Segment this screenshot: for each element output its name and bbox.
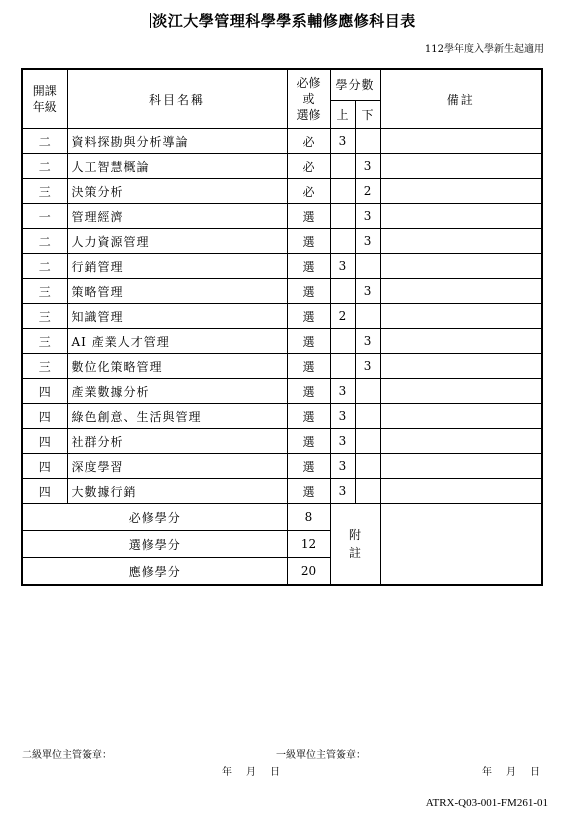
credits-upper — [330, 354, 355, 379]
course-type: 選 — [287, 404, 330, 429]
table-row — [22, 379, 542, 404]
course-remarks — [380, 179, 542, 204]
course-remarks — [380, 479, 542, 504]
course-remarks — [380, 229, 542, 254]
credits-lower — [355, 429, 380, 454]
credits-upper: 3 — [330, 404, 355, 429]
course-year: 四 — [22, 454, 67, 479]
course-name: 綠色創意、生活與管理 — [67, 404, 287, 429]
signature-secondary-unit: 二級單位主管簽章： — [22, 750, 112, 761]
course-type: 選 — [287, 354, 330, 379]
course-name: 大數據行銷 — [67, 479, 287, 504]
course-remarks — [380, 254, 542, 279]
credits-upper — [330, 279, 355, 304]
credits-lower: 2 — [355, 179, 380, 204]
course-name: 行銷管理 — [67, 254, 287, 279]
course-type: 選 — [287, 279, 330, 304]
course-year: 二 — [22, 154, 67, 179]
course-remarks — [380, 404, 542, 429]
credits-lower — [355, 304, 380, 329]
course-type: 選 — [287, 479, 330, 504]
course-type: 必 — [287, 129, 330, 154]
course-type: 選 — [287, 204, 330, 229]
signature-primary-unit: 一級單位主管簽章： — [276, 750, 366, 761]
applicable-year-note: 112學年度入學新生起適用 — [424, 44, 544, 55]
header-remarks: 備註 — [380, 69, 542, 129]
course-name: 深度學習 — [67, 454, 287, 479]
summary-required-value: 8 — [287, 504, 330, 531]
course-year: 四 — [22, 479, 67, 504]
credits-lower — [355, 479, 380, 504]
summary-required-row — [22, 504, 542, 531]
course-type: 選 — [287, 254, 330, 279]
course-remarks — [380, 429, 542, 454]
summary-total-label: 應修學分 — [22, 558, 287, 586]
course-year: 三 — [22, 179, 67, 204]
credits-lower: 3 — [355, 154, 380, 179]
credits-lower: 3 — [355, 279, 380, 304]
date-right: 年 月 日 — [482, 767, 542, 778]
credits-lower — [355, 454, 380, 479]
credits-upper: 3 — [330, 479, 355, 504]
course-remarks — [380, 279, 542, 304]
course-year: 二 — [22, 254, 67, 279]
table-row — [22, 254, 542, 279]
course-remarks — [380, 379, 542, 404]
table-row — [22, 454, 542, 479]
credits-lower: 3 — [355, 354, 380, 379]
course-type: 選 — [287, 379, 330, 404]
credits-upper — [330, 179, 355, 204]
course-remarks — [380, 304, 542, 329]
course-name: 人力資源管理 — [67, 229, 287, 254]
summary-elective-value: 12 — [287, 531, 330, 558]
course-type: 選 — [287, 304, 330, 329]
course-name: 人工智慧概論 — [67, 154, 287, 179]
table-row — [22, 229, 542, 254]
course-name: 產業數據分析 — [67, 379, 287, 404]
course-remarks — [380, 454, 542, 479]
credits-upper — [330, 329, 355, 354]
table-row — [22, 204, 542, 229]
course-name: 策略管理 — [67, 279, 287, 304]
table-row — [22, 329, 542, 354]
course-year: 二 — [22, 129, 67, 154]
table-row — [22, 429, 542, 454]
credits-upper: 3 — [330, 454, 355, 479]
course-remarks — [380, 154, 542, 179]
credits-upper: 3 — [330, 254, 355, 279]
credits-upper: 3 — [330, 129, 355, 154]
date-left: 年 月 日 — [222, 767, 282, 778]
header-upper: 上 — [330, 100, 355, 128]
summary-total-value: 20 — [287, 558, 330, 586]
table-header-row — [22, 69, 542, 100]
credits-upper — [330, 229, 355, 254]
credits-upper: 3 — [330, 429, 355, 454]
course-name: AI 產業人才管理 — [67, 329, 287, 354]
course-year: 一 — [22, 204, 67, 229]
table-row — [22, 354, 542, 379]
header-lower: 下 — [355, 100, 380, 128]
course-name: 數位化策略管理 — [67, 354, 287, 379]
course-type: 必 — [287, 179, 330, 204]
document-title — [0, 10, 566, 31]
header-credits: 學分數 — [330, 69, 380, 100]
course-remarks — [380, 204, 542, 229]
credits-lower: 3 — [355, 329, 380, 354]
course-name: 知識管理 — [67, 304, 287, 329]
table-row — [22, 129, 542, 154]
table-row — [22, 179, 542, 204]
course-type: 選 — [287, 454, 330, 479]
course-year: 四 — [22, 379, 67, 404]
document-title-text: 淡江大學管理科學學系輔修應修科目表 — [152, 12, 416, 30]
curriculum-table-body — [22, 69, 542, 585]
curriculum-table — [21, 68, 543, 586]
note-label: 附 註 — [330, 504, 380, 586]
credits-upper: 3 — [330, 379, 355, 404]
course-year: 二 — [22, 229, 67, 254]
course-name: 社群分析 — [67, 429, 287, 454]
credits-upper — [330, 154, 355, 179]
header-year: 開課 年級 — [22, 69, 67, 129]
course-name: 決策分析 — [67, 179, 287, 204]
table-row — [22, 154, 542, 179]
form-code: ATRX-Q03-001-FM261-01 — [425, 797, 548, 809]
course-year: 三 — [22, 304, 67, 329]
credits-lower: 3 — [355, 204, 380, 229]
course-remarks — [380, 329, 542, 354]
table-row — [22, 279, 542, 304]
summary-required-label: 必修學分 — [22, 504, 287, 531]
credits-lower — [355, 254, 380, 279]
summary-elective-label: 選修學分 — [22, 531, 287, 558]
table-row — [22, 479, 542, 504]
credits-upper: 2 — [330, 304, 355, 329]
course-year: 四 — [22, 404, 67, 429]
course-year: 三 — [22, 329, 67, 354]
course-year: 三 — [22, 354, 67, 379]
course-year: 三 — [22, 279, 67, 304]
course-name: 管理經濟 — [67, 204, 287, 229]
course-type: 選 — [287, 329, 330, 354]
course-type: 必 — [287, 154, 330, 179]
table-row — [22, 304, 542, 329]
course-remarks — [380, 354, 542, 379]
header-required: 必修 或 選修 — [287, 69, 330, 129]
course-type: 選 — [287, 429, 330, 454]
header-subject: 科目名稱 — [67, 69, 287, 129]
credits-lower — [355, 379, 380, 404]
credits-lower — [355, 404, 380, 429]
course-remarks — [380, 129, 542, 154]
course-type: 選 — [287, 229, 330, 254]
credits-upper — [330, 204, 355, 229]
credits-lower: 3 — [355, 229, 380, 254]
course-year: 四 — [22, 429, 67, 454]
table-row — [22, 404, 542, 429]
credits-lower — [355, 129, 380, 154]
course-name: 資料探勘與分析導論 — [67, 129, 287, 154]
note-content — [380, 504, 542, 586]
